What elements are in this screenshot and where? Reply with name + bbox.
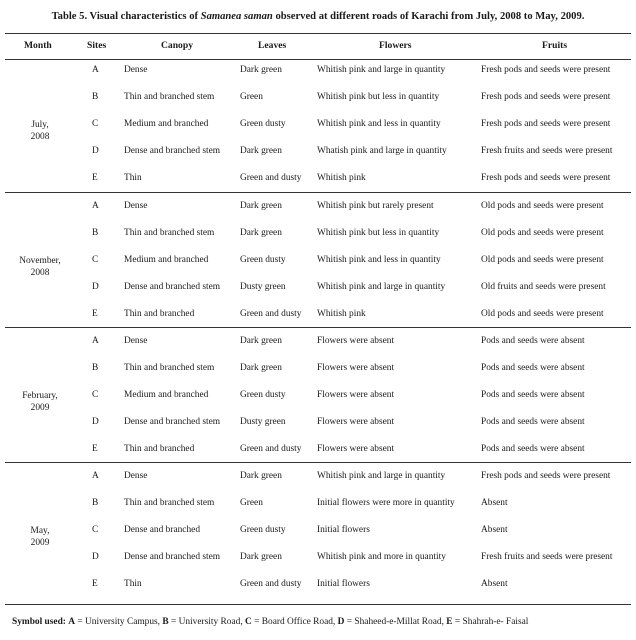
cell-canopy: Thin	[124, 579, 142, 589]
legend-code: C	[245, 617, 252, 627]
cell-leaves: Dark green	[240, 471, 282, 481]
legend-text: = University Road,	[168, 617, 246, 627]
header-rule	[5, 59, 631, 60]
cell-fruits: Old pods and seeds were present	[481, 228, 604, 238]
cell-leaves: Green dusty	[240, 525, 286, 535]
header-fruits: Fruits	[542, 40, 568, 51]
cell-site: D	[92, 282, 99, 292]
cell-flowers: Flowers were absent	[317, 390, 395, 400]
cell-leaves: Green	[240, 92, 263, 102]
header-leaves: Leaves	[258, 40, 287, 51]
cell-flowers: Flowers were absent	[317, 417, 395, 427]
month-label	[5, 525, 75, 549]
month-label	[5, 119, 75, 143]
cell-canopy: Thin and branched stem	[124, 228, 215, 238]
cell-leaves: Green and dusty	[240, 579, 302, 589]
cell-site: C	[92, 390, 99, 400]
header-sites: Sites	[87, 40, 107, 51]
cell-leaves: Dark green	[240, 201, 282, 211]
month-year: 2008	[30, 268, 50, 278]
group-divider	[5, 327, 631, 328]
cell-site: D	[92, 417, 99, 427]
cell-site: A	[92, 201, 99, 211]
table-title: Table 5. Visual characteristics of Samanea saman observed at different roads of Karachi from July, 2008 to May, 2009.	[51, 11, 585, 22]
month-year: 2009	[30, 538, 50, 548]
cell-fruits: Absent	[481, 579, 508, 589]
cell-site: D	[92, 552, 99, 562]
cell-flowers: Whitish pink and large in quantity	[317, 282, 446, 292]
cell-site: A	[92, 471, 99, 481]
cell-canopy: Dense and branched stem	[124, 552, 221, 562]
month-name: November,	[19, 256, 61, 266]
cell-flowers: Flowers were absent	[317, 444, 395, 454]
cell-canopy: Medium and branched	[124, 390, 209, 400]
cell-fruits: Pods and seeds were absent	[481, 417, 585, 427]
month-label	[5, 255, 75, 279]
cell-flowers: Initial flowers	[317, 525, 370, 535]
cell-flowers: Whitish pink	[317, 173, 366, 183]
cell-flowers: Whitish pink but less in quantity	[317, 228, 440, 238]
legend-text: = Board Office Road,	[251, 617, 338, 627]
cell-flowers: Whitish pink but rarely present	[317, 201, 434, 211]
month-name: February,	[22, 391, 58, 401]
cell-flowers: Whitish pink and less in quantity	[317, 119, 441, 129]
cell-canopy: Dense	[124, 471, 148, 481]
cell-flowers: Initial flowers	[317, 579, 370, 589]
cell-flowers: Whitish pink and large in quantity	[317, 471, 446, 481]
cell-leaves: Dusty green	[240, 417, 286, 427]
top-rule	[5, 33, 631, 34]
cell-leaves: Dark green	[240, 552, 282, 562]
cell-fruits: Pods and seeds were absent	[481, 444, 585, 454]
cell-canopy: Dense and branched stem	[124, 146, 221, 156]
cell-leaves: Green dusty	[240, 255, 286, 265]
cell-leaves: Green dusty	[240, 119, 286, 129]
cell-leaves: Green and dusty	[240, 309, 302, 319]
cell-site: C	[92, 119, 99, 129]
cell-fruits: Fresh pods and seeds were present	[481, 119, 611, 129]
cell-fruits: Fresh pods and seeds were present	[481, 471, 611, 481]
month-name: July,	[31, 120, 49, 130]
cell-flowers: Whitish pink and large in quantity	[317, 65, 446, 75]
legend-text: = Shahrah-e- Faisal	[452, 617, 529, 627]
cell-flowers: Initial flowers were more in quantity	[317, 498, 455, 508]
legend-label: Symbol used:	[12, 617, 66, 627]
cell-fruits: Fresh pods and seeds were present	[481, 173, 611, 183]
cell-site: B	[92, 498, 99, 508]
cell-site: B	[92, 363, 99, 373]
month-name: May,	[30, 526, 50, 536]
cell-fruits: Fresh pods and seeds were present	[481, 65, 611, 75]
cell-fruits: Pods and seeds were absent	[481, 336, 585, 346]
header-month: Month	[24, 40, 52, 51]
cell-leaves: Green and dusty	[240, 444, 302, 454]
cell-flowers: Whatish pink and large in quantity	[317, 146, 447, 156]
cell-site: B	[92, 92, 99, 102]
cell-fruits: Absent	[481, 525, 508, 535]
legend-code: D	[337, 617, 345, 627]
month-year: 2009	[30, 403, 50, 413]
cell-site: A	[92, 65, 99, 75]
cell-leaves: Dark green	[240, 336, 282, 346]
cell-canopy: Dense and branched	[124, 525, 201, 535]
cell-site: B	[92, 228, 99, 238]
cell-fruits: Pods and seeds were absent	[481, 390, 585, 400]
cell-fruits: Old pods and seeds were present	[481, 201, 604, 211]
cell-leaves: Dark green	[240, 146, 282, 156]
group-divider	[5, 462, 631, 463]
cell-site: E	[92, 309, 98, 319]
cell-fruits: Pods and seeds were absent	[481, 363, 585, 373]
legend-code: A	[68, 617, 76, 627]
cell-fruits: Old fruits and seeds were present	[481, 282, 606, 292]
cell-fruits: Absent	[481, 498, 508, 508]
cell-canopy: Dense and branched stem	[124, 282, 221, 292]
cell-canopy: Thin and branched stem	[124, 498, 215, 508]
cell-site: C	[92, 525, 99, 535]
cell-leaves: Dark green	[240, 228, 282, 238]
cell-site: C	[92, 255, 99, 265]
cell-fruits: Fresh pods and seeds were present	[481, 92, 611, 102]
cell-flowers: Flowers were absent	[317, 363, 395, 373]
cell-canopy: Dense	[124, 336, 148, 346]
cell-fruits: Fresh fruits and seeds were present	[481, 552, 613, 562]
cell-flowers: Whitish pink but less in quantity	[317, 92, 440, 102]
cell-canopy: Medium and branched	[124, 119, 209, 129]
cell-flowers: Whitish pink	[317, 309, 366, 319]
legend-code: E	[446, 617, 453, 627]
cell-fruits: Old pods and seeds were present	[481, 309, 604, 319]
cell-canopy: Dense	[124, 201, 148, 211]
month-year: 2008	[30, 132, 50, 142]
legend-code: B	[162, 617, 169, 627]
cell-fruits: Fresh fruits and seeds were present	[481, 146, 613, 156]
cell-canopy: Thin and branched	[124, 444, 195, 454]
cell-leaves: Dark green	[240, 65, 282, 75]
cell-site: E	[92, 173, 98, 183]
cell-canopy: Medium and branched	[124, 255, 209, 265]
cell-site: E	[92, 579, 98, 589]
cell-canopy: Thin	[124, 173, 142, 183]
header-canopy: Canopy	[161, 40, 193, 51]
month-label	[5, 390, 75, 414]
legend-text: = Shaheed-e-Millat Road,	[344, 617, 447, 627]
cell-fruits: Old pods and seeds were present	[481, 255, 604, 265]
cell-leaves: Dark green	[240, 363, 282, 373]
cell-site: D	[92, 146, 99, 156]
cell-leaves: Green and dusty	[240, 173, 302, 183]
cell-canopy: Thin and branched stem	[124, 363, 215, 373]
symbol-legend	[12, 617, 528, 627]
cell-leaves: Dusty green	[240, 282, 286, 292]
header-flowers: Flowers	[379, 40, 412, 51]
cell-site: E	[92, 444, 98, 454]
cell-flowers: Whitish pink and less in quantity	[317, 255, 441, 265]
cell-flowers: Whitish pink and more in quantity	[317, 552, 446, 562]
cell-flowers: Flowers were absent	[317, 336, 395, 346]
group-divider	[5, 192, 631, 193]
cell-leaves: Green	[240, 498, 263, 508]
cell-canopy: Thin and branched stem	[124, 92, 215, 102]
cell-canopy: Dense	[124, 65, 148, 75]
bottom-rule	[5, 604, 631, 605]
cell-site: A	[92, 336, 99, 346]
cell-canopy: Dense and branched stem	[124, 417, 221, 427]
cell-leaves: Green dusty	[240, 390, 286, 400]
cell-canopy: Thin and branched	[124, 309, 195, 319]
legend-text: = University Campus,	[75, 617, 163, 627]
